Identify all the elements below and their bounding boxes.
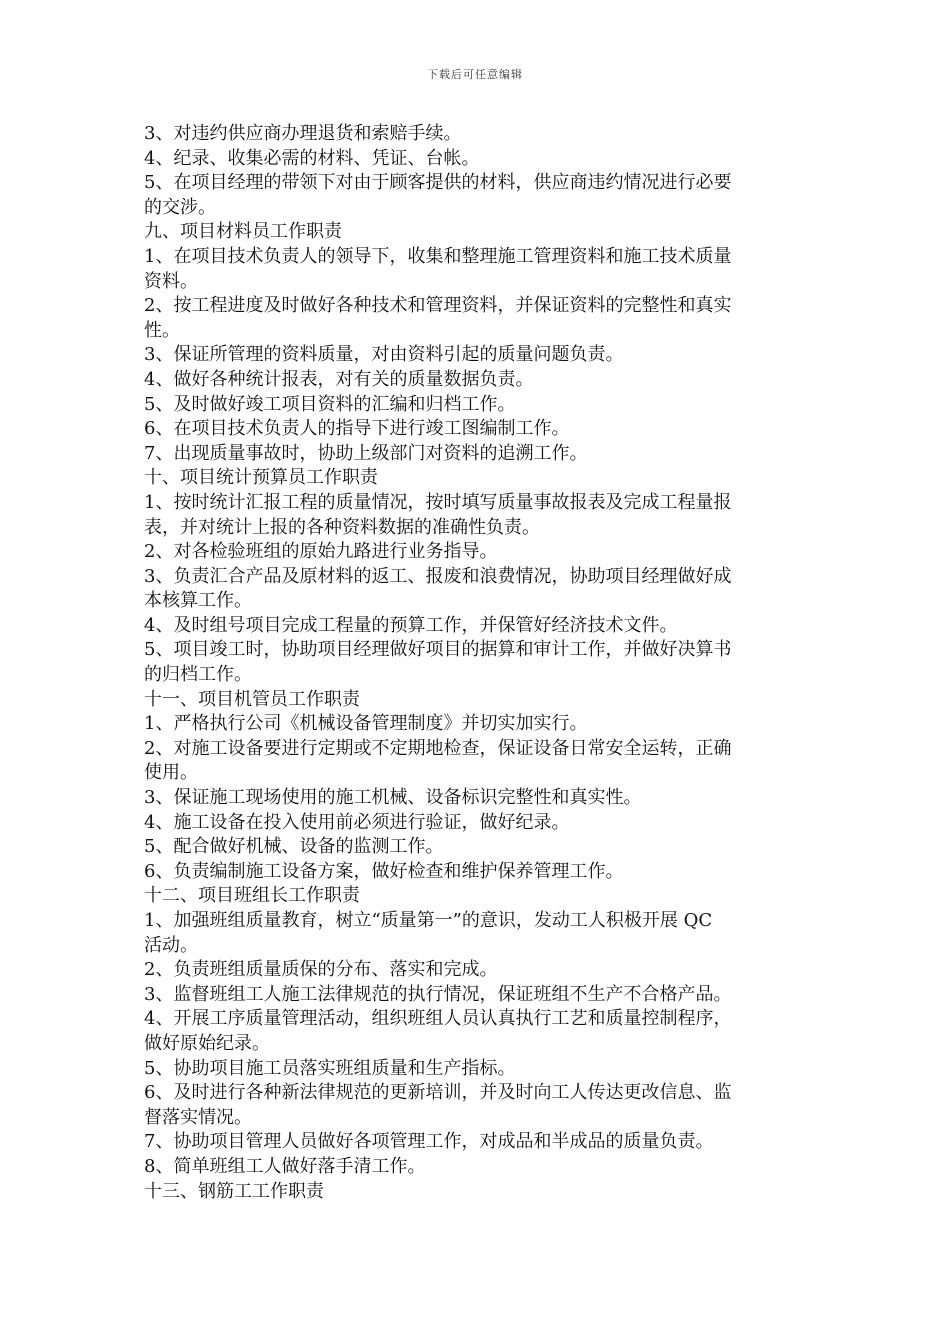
text-line: 4、开展工序质量管理活动，组织班组人员认真执行工艺和质量控制程序， (144, 1008, 732, 1030)
section-heading: 十二、项目班组长工作职责 (144, 885, 360, 907)
section-heading: 十一、项目机管员工作职责 (144, 688, 360, 710)
text-line: 1、按时统计汇报工程的质量情况，按时填写质量事故报表及完成工程量报 (144, 491, 732, 513)
section-heading: 九、项目材料员工作职责 (144, 221, 342, 243)
section-heading: 十三、钢筋工工作职责 (144, 1180, 324, 1202)
text-line: 4、纪录、收集必需的材料、凭证、台帐。 (144, 147, 480, 169)
text-line: 2、对各检验班组的原始九路进行业务指导。 (144, 541, 498, 563)
text-line: 1、严格执行公司《机械设备管理制度》并切实加实行。 (144, 713, 588, 735)
text-line: 4、及时组号项目完成工程量的预算工作，并保管好经济技术文件。 (144, 614, 678, 636)
text-line: 本核算工作。 (144, 590, 252, 612)
text-line: 5、及时做好竣工项目资料的汇编和归档工作。 (144, 393, 516, 415)
text-line: 3、保证所管理的资料质量，对由资料引起的质量问题负责。 (144, 344, 624, 366)
text-line: 表，并对统计上报的各种资料数据的准确性负责。 (144, 516, 540, 538)
text-line: 1、在项目技术负责人的领导下，收集和整理施工管理资料和施工技术质量 (144, 245, 732, 267)
text-line: 6、在项目技术负责人的指导下进行竣工图编制工作。 (144, 418, 570, 440)
text-line: 8、简单班组工人做好落手清工作。 (144, 1155, 426, 1177)
text-line: 7、出现质量事故时，协助上级部门对资料的追溯工作。 (144, 442, 588, 464)
text-line: 4、施工设备在投入使用前必须进行验证，做好纪录。 (144, 811, 570, 833)
text-line: 活动。 (144, 934, 198, 956)
text-line: 3、对违约供应商办理退货和索赔手续。 (144, 123, 462, 144)
text-line: 2、按工程进度及时做好各种技术和管理资料，并保证资料的完整性和真实 (144, 295, 732, 317)
text-line: 5、协助项目施工员落实班组质量和生产指标。 (144, 1057, 516, 1079)
text-line: 4、做好各种统计报表，对有关的质量数据负责。 (144, 368, 534, 390)
section-heading: 十、项目统计预算员工作职责 (144, 467, 378, 489)
text-line: 的归档工作。 (144, 664, 252, 686)
text-line: 2、对施工设备要进行定期或不定期地检查，保证设备日常安全运转，正确 (144, 737, 732, 759)
text-line: 5、项目竣工时，协助项目经理做好项目的据算和审计工作，并做好决算书 (144, 639, 732, 661)
text-line: 做好原始纪录。 (144, 1032, 270, 1054)
text-line: 3、保证施工现场使用的施工机械、设备标识完整性和真实性。 (144, 787, 642, 809)
page-header-note: 下载后可任意编辑 (427, 68, 523, 81)
text-line: 使用。 (144, 762, 198, 784)
text-line: 的交涉。 (144, 196, 216, 218)
text-line: 5、配合做好机械、设备的监测工作。 (144, 836, 444, 858)
text-line: 3、负责汇合产品及原材料的返工、报废和浪费情况，协助项目经理做好成 (144, 565, 732, 587)
text-line: 性。 (144, 319, 180, 341)
text-line: 6、负责编制施工设备方案，做好检查和维护保养管理工作。 (144, 860, 624, 882)
text-line: 督落实情况。 (144, 1106, 252, 1128)
text-line: 6、及时进行各种新法律规范的更新培训，并及时向工人传达更改信息、监 (144, 1082, 732, 1104)
text-line: 2、负责班组质量质保的分布、落实和完成。 (144, 959, 498, 981)
text-line: 3、监督班组工人施工法律规范的执行情况，保证班组不生产不合格产品。 (144, 983, 732, 1005)
text-line: 7、协助项目管理人员做好各项管理工作，对成品和半成品的质量负责。 (144, 1131, 714, 1153)
document-body (144, 122, 812, 1204)
text-line: 5、在项目经理的带领下对由于顾客提供的材料，供应商违约情况进行必要 (144, 172, 732, 194)
text-line: 1、加强班组质量教育，树立“质量第一”的意识，发动工人积极开展 QC (144, 910, 713, 931)
text-line: 资料。 (144, 270, 198, 292)
